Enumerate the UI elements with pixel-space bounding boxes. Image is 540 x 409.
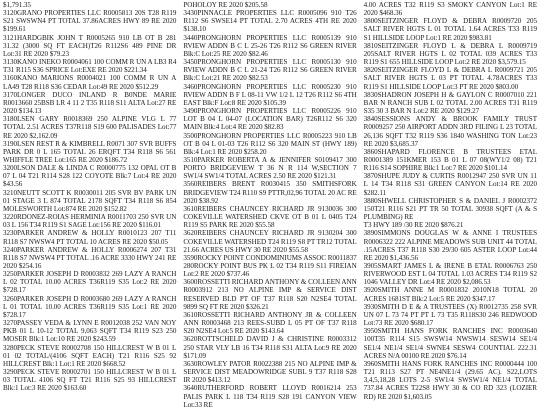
notice-column-1 [3,1,176,400]
notice-entry: 3450PRONGHORN PROPERTIES LLC R0005130 910 RVIEW ADDN B C L 21-24 T26 R112 S6 GREEN RIVER Blk:C Lot:21 RE 2020 $82.53 [183,58,357,83]
notice-entry: 3160KANO MARIONS R0004021 100 COMM R UN A LA49 T28 R118 S36 CEDAR Lot:49 RE 2020 $512.29 [3,74,177,91]
notice-entry: 3190LSEN REST R & KIMBRELL R0071 307 SVR BUFFS PARK DR 0 L 165 TOTAL 26 ERQFT T34 R118 S6 561 WHIFFLE TREE Lot:165 RE 2020 $186.72 [3,139,177,164]
notice-entry: 3810SEITZINGER FLOYD L & DEBRA L R0009719 205SALT RIVER HGTS L 02 TOTAL 039 ACRES T33 R119 S1 655 HILLSIDE LOOP Lot:2 RE 2020 $3,579.15 [363,41,537,67]
notice-entry: 3640RUTHERFORD ROBERT LLOYD R0016214 253 PALIS PARK L 118 T34 R119 S28 191 CANYON VIEW Lot:33 RE [183,384,357,409]
notice-entry: 3240PARKER ANDREW & HOLLY R0006274 207 T31 R118 S7 NWSW4 PT TOTAL .16 ACRE 3330 HWY 241 RE 2020 $254.16 [3,245,177,270]
notice-entry: 3890SIMMONS DOUGLAS W & ANNE I TRUSTEES R0006322 222 ALPINE MEADOWS SUB UNIT 44 TOTAL .15ACRES T37 R118 S30 29/30 605 ASTER LOOP Lot:44 RE 2020 $1,436.56 [363,229,537,262]
notice-entry: 3560REIBERS BRENT R0030415 350 SMITHSFORK BRIDGEVIEW T24 R110 S9 PTTR,02,96 TOTAL 20 AC RE 2020 $38.92 [183,180,357,205]
notice-entry: 3610REIBERS CHAUNCEY RICHARD JR 9130036 300 COKEVILLE WATERSHED CKVE OT B 01 L 0405 T24 R119 S5 PARK RE 2020 $55.58 [183,204,357,230]
notice-entry: 3630ROWLEY PATOR R0022388 215 NO ALPINE IMP & SERVICE DIST MEADOWRIDGE SUBL 9 T37 R118 S28 IR 2020 $413.12 [183,359,357,385]
notice-entry: 3120GRANO PROPERTIES LLC R0005813 20S T28 R119 S21 SWSWN4 PT TOTAL 37.86ACRES HWY 89 RE 2020 $199.61 [3,9,177,34]
notice-entry: 3170LONGER DUCO INLAND R B0NDE MARIE R0013660 25BSB LR 4 11 2 T35 R118 S11 ALTA Lot:27 RE 2020 $134.13 [3,90,177,116]
notice-entry: 3840SESSIONS ANDY & BROOK FAMILY TRUST R0009257 250 AIRPORT ADDN 3RD FILING L 23 TOTAL 26,136 SQFT T32 R119 S36 1840 WASHING TON Lot:23 RE 2020 $3,685.37 [363,115,537,148]
notice-entry: 3440PRONGHORN PROPERTIES LLC R0005139 910 RVIEW ADDN B C L 25-26 T26 R112 S6 GREEN RIVER Blk:C Lot:25 RE 2020 $82.46 [183,33,357,58]
notice-entry: 3960SMITH HANS FORK RANCHES INC R0000444 100 T21 R113 S27 PT NE4NE1/4 (29.65 AC). S22,LOTS 3,4,5,18,28 LOTS 2-5 SW1/4 SWSW1/4 NE1/4 TOTAL 737.84 ACRES T22S8 HWY 30 & CO RD 323 (LOZIER RD) RE 2020 $1,603.05 [363,359,537,401]
notice-entry: 3430PINNACLE PROPERTIES LLC R0005096 910 T26 R112 S6 SWSE14 PT TOTAL 2.70 ACRES 4TH RE 2020 $138.10 [183,9,357,34]
notice-entry: 3260PARKER JOSEPH D R0003680 269 LAZY A RANCH L 01 TOTAL 10.00 ACRES T36R119 S35 Lot:1 RE 2020 $728.17 [3,294,177,319]
notice-entry: 3870SHUPE JUDY & CURTIS R0012947 250 SVR UN 11 L 14 T34 R118 S31 GREEN CANYON Lot:14 RE 2020 $282.11 [363,172,537,197]
notice-entry: 3121HARDGBIK JOHN T R0005265 910 LB OT B 281 31.32 (3000 SQ FT EACH)T26 R112S6 489 PINE DR Lot:31 RE 2020 $79.23 [3,33,177,58]
notice-entry: POHOLOY RE 2020 $205.58 [183,1,268,9]
notice-entry: 3830SHADRON JOSEPH H & GAYLON C R0007010 221 BAR N RANCH SUB L 02 TOTAL 2.00 ACRES T31 R119 S35 30 3 BAR N Lot:2 RE 2020 $129.27 [363,90,537,116]
notice-entry: 3905SMART JAMES L & IRENE B ETAL R0006763 250 RIVERWOOD EST L 04 TOTAL 1.03 ACRES T34 R119 S2 1046 VALLEY DR Lot:4 RE 2020 $2,086.53 [363,262,537,287]
notice-entry: 3800SEITZINGER FLOYD & DEBRA R0009720 205 SALT RIVER HGTS L 01 TOTAL 1.64 ACRES T33 R119 S1 HILLSIDE LOOP Lot:1 RE 2020 $983.81 [363,17,537,42]
notice-entry: 3200LSON DALE & LINDA C R0000775 132 OPAL OT B 07 L 04 T21 R114 S28 122 COYOTE Blk:7 Lot:4 RE 2020 $43.56 [3,164,177,189]
notice-entry: $1,791.35 [3,1,31,9]
notice-entry: 3270PASSEY VEDA & LYNN E R0012038 252 VAN NOY PKB 01 L 10-12 TOTAL 9,063 SQFT T34 R119 S23 250 MOSER Blk:1 Lot:10 RE 2020 $243.59 [3,319,177,344]
notice-entry: 3620ROTTSCHELD DAVID J & CHRISTINE R0003312 250 STAR VLY LB 16 T34 R118 S31 ALTA Lot:9 RE 2020 $171.09 [183,335,357,360]
notice-entry: 3230PARKER ANDREW & HOLLY R0010123 207 T11 R118 S7 NWSW4 PT TOTAL 10 ACRES RE 2020 $50.05 [3,229,177,246]
notice-entry: 3930SMITH D E & A TRUSTEES (X) R0012735 258 SVR UN 07 L 73 74 PT PT L 73 T35 R118S30 246 REDWOOD Lot:73 RE 2020 $680.17 [363,302,537,328]
notice-entry: 3280PECK STEVE R0002708 150 HILLCREST W B 01 L 01 02 TOTAL/(4106 SQFT EACH) T21 R116 S25 92 HILLCREST Blk:1 Lot:1 RE 2020 $668.52 [3,343,177,368]
notice-entry: 3620REIBERS CHAUNCEY RICHARD JR 9130204 300 COKEVILLE WATERSHED T24 R119 S8 PT TR12 TOTAL 21.66 ACRES US HWY 30 RE 2020 $55.58 [183,229,357,254]
notice-entry: 3130KANO INEKO R0004061 100 COMM R UN A LB3 R4 T31 R115 S36 SPRICE Lot:EXE RE 2020 $221.34 [3,58,177,75]
notice-entry: 3220RDONEZ-ROIAS HERMINIA R0011703 250 SVR UN 03 L 156 T34 R119 S1 SAGE Lot:156 RE 2020 $116.01 [3,213,177,230]
notice-entry: 3500PRONGHORN PROPERTIES LLC R0005223 910 LB OT B 04 L 01-03 T26 R112 S6 320 MAIN ST (HWY 189) Blk:4 Lot:1 RE 2020 $258.20 [183,131,357,156]
notice-entry: 4.00 ACRES T32 R119 S3 SMOKY CANYON Lot:1 RE 2020 $468.36 [363,1,537,18]
notice-entry: 3460PRONGHORN PROPERTIES LLC R0005230 910 RVIEW ADDN B F L 08-11 VW 1/2 L 12 T26 R112 S6 4TH EAST Blk:F Lot:8 RE 2020 $105.39 [183,82,357,107]
notice-entry: 3920SMITH ANNE M R0001832 2010N18 TOTAL 20 ACRES 1681ST Blk:2 Lot:5 RE 2020 $347.17 [363,286,537,303]
notice-entry: 3610ROSSETTI RICHARD ANTHONY JR & COLLEEN ANN R0003468 213 REES-SUBD L 05 PT OF T37 R118 S20 N2SE4 Lot:5 RE 2020 $143.64 [183,310,357,336]
notice-column-3 [364,1,537,400]
notice-entry: 3820SEITZINGER FLOYD L & DEBRA L R0009721 205 SALT RIVER HGTS L 03 PT TOTAL 4.78ACRES T33 R119 S1 HILLSIDE LOOP Lot:3 PT RE 2020 $803.00 [363,66,537,91]
notice-entry: 3860SHAPARD FLORENCE B TRUSTEES ETAL R0001389 151KMER 153 B 01 L 07 08(WY1/2 08) T21 R116 S14 SOPHIRE Blk:1 Lot:7 RE 2020 $101.14 [363,147,537,173]
notice-entry: 3590ROCKY POINT CONDOMINIUMS ASSOC R0011837 280ROCKY POINT BUS PK L 02 T34 R119 S11 FIREIAN Lot:2 RE 2020 $737.46 [183,253,357,279]
notice-column-2 [183,1,357,409]
notice-entry: 3290PECK STEVE R0002701 150 HILLCREST W B 01 L 03 TOTAL 4106 SQ FT T21 R116 S25 93 HILLCREST Blk:1 Lot:3 RE 2020 $163.60 [3,368,177,393]
notice-entry: 3600ROSSETTI RICHARD ANTHONY & COLLEEN ANN R0003912 213 NO ALPINE IMP & SERVICE DIST RESERVED BLD PT OF T37 R118 S20 N2SE4 TOTAL 9899 SQ FT RE 2020 $326.21 [183,278,357,311]
notice-entry: 3510PARKER ROBERTA A & JENNIFER S0109417 300 PORTO BRIDGEVIEW T 36 N R 114 W,SECTION 7 SW1/4 SW1/4 TOTAL ACRES 2.50 RE 2020 $121.31 [183,155,357,181]
notice-entry: 3490PRONGHORN PROPERTIES LLC R0005226 910 LOT B 04 L 04-07 (LOCATION BAR) T26R112 S6 320 MAIN Blk:4 Lot:4 RE 2020 $82.83 [183,107,357,132]
notice-entry: 3180LSEN GARY R0018369 250 ALPINE VLG L 77 TOTAL 2.51 ACRES T37R118 S19 600 PALISADES Lot:77 RE 2020 $2,162.09 [3,115,177,140]
notice-entry: 3880SHWELL CHRISTOPHER S & DANIEL J R0002372 150T21 R116 S21 PT TR 50 TOTAL 30938 SQFT (A & S PLUMBING) RE [363,196,537,222]
notice-entry: 3250PARKER JOSEPH D R0003832 269 LAZY A RANCH L 02 TOTAL 10.00 ACRES T36R119 S35 Lot:2 RE 2020 $728.17 [3,270,177,295]
notice-entry: T3 HWY 189 /30 RE 2020 $876.21 [363,221,464,230]
notice-entry: 3950SMITH HANS FORK RANCHES INC R0003640 100T35 R114 S15 SWSW14 NWSW14 SESW14 SE1/4 SE1/4 NE1/4 SE1/4 SWNE4 SESW4 COUNTIAL 222.31 ACRES N/A 00100 RE 2020 $76.14 [363,327,537,360]
notice-entry: 3210NEUTT SCOTT K R0030011 205 SVR BV PARK UN 01 STAGE 3 L 874 TOTAL 2178 SQFT T34 R118 S6 854 MOLESWORTH Lot:874 RE 2020 $152.82 [3,188,177,213]
